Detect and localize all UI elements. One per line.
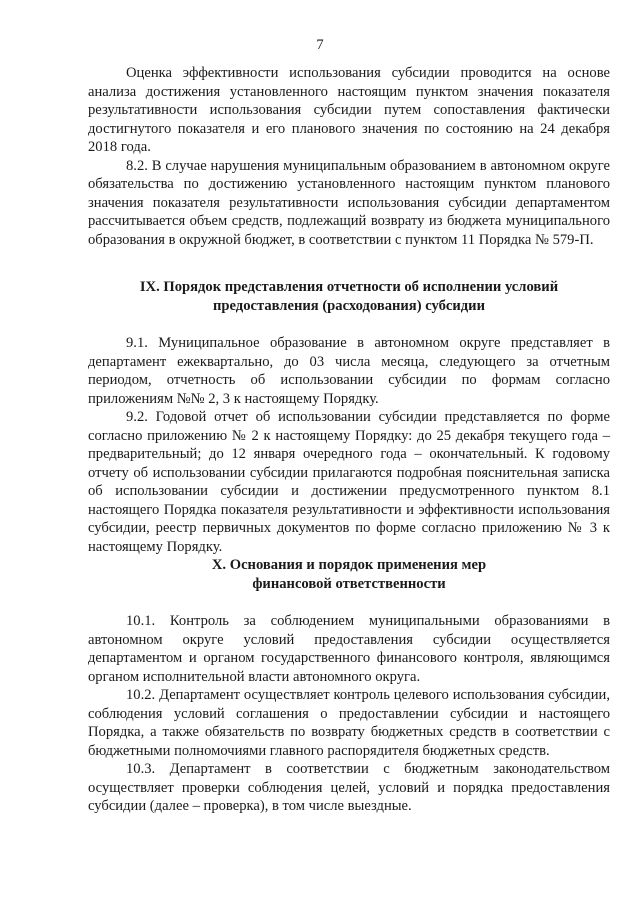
section-9-body xyxy=(88,334,610,556)
section-9-title-line2: предоставления (расходования) субсидии xyxy=(213,297,485,314)
paragraph-10-3: 10.3. Департамент в соответствии с бюджетным законодательством осуществляет проверки соблюдения целей, условий и порядка предоставления субсидии (далее – проверка), в том числе выездные. xyxy=(88,761,610,814)
section-9-heading xyxy=(88,278,610,315)
paragraph-evaluation: Оценка эффективности использования субсидии проводится на основе анализа достижения установленного настоящим пунктом значения показателя результативности использования субсидии путем сопоставления фактически достигнутого показателя и его планового значения по состоянию на 24 декабря 2018 года. xyxy=(88,65,610,155)
section-10-heading xyxy=(88,556,610,593)
section-9-title xyxy=(88,278,610,315)
paragraph-10-2: 10.2. Департамент осуществляет контроль целевого использования субсидии, соблюдения условий соглашения о предоставлении субсидии и настоящего Порядка, а также обязательств по возврату бюджетных средств в соответствии с бюджетными полномочиями главного распорядителя бюджетных средств. xyxy=(88,687,610,759)
paragraph-10-1: 10.1. Контроль за соблюдением муниципальными образованиями в автономном округе условий предоставления субсидии осуществляется департаментом и органом государственного финансового контроля, являющимся органом исполнительной власти автономного округа. xyxy=(88,613,610,685)
section-10-title xyxy=(88,556,610,593)
paragraph-9-1: 9.1. Муниципальное образование в автономном округе представляет в департамент ежеквартально, до 03 числа месяца, следующего за отчетным периодом, отчетность об использовании субсидии по формам согласно приложениям №№ 2, 3 к настоящему Порядку. xyxy=(88,335,610,407)
paragraph-8-2: 8.2. В случае нарушения муниципальным образованием в автономном округе обязательства по достижению установленного настоящим пунктом планового значения показателя результативности использования субсидии департаментом рассчитывается объем средств, подлежащий возврату из бюджета муниципального образования в окружной бюджет, в соответствии с пунктом 11 Порядка № 579-П. xyxy=(88,157,610,248)
page-number: 7 xyxy=(316,37,324,53)
top-paragraphs xyxy=(88,64,610,249)
section-10-body xyxy=(88,612,610,816)
section-10-title-line2: финансовой ответственности xyxy=(252,575,446,592)
section-9-title-line1: IX. Порядок представления отчетности об исполнении условий xyxy=(139,279,559,295)
paragraph-9-2: 9.2. Годовой отчет об использовании субсидии представляется по форме согласно приложению № 2 к настоящему Порядку: до 25 декабря текущего года – предварительный; до 12 января очередного года – окончательный. К годовому отчету об использовании субсидии прилагаются подробная пояснительная записка об использовании субсидии и достижении предусмотренного пунктом 8.1 настоящего Порядка показателя результативности и эффективности использования субсидии, реестр первичных документов по форме согласно приложению № 3 к настоящему Порядку. xyxy=(88,409,610,555)
section-10-title-line1: X. Основания и порядок применения мер xyxy=(211,557,487,573)
